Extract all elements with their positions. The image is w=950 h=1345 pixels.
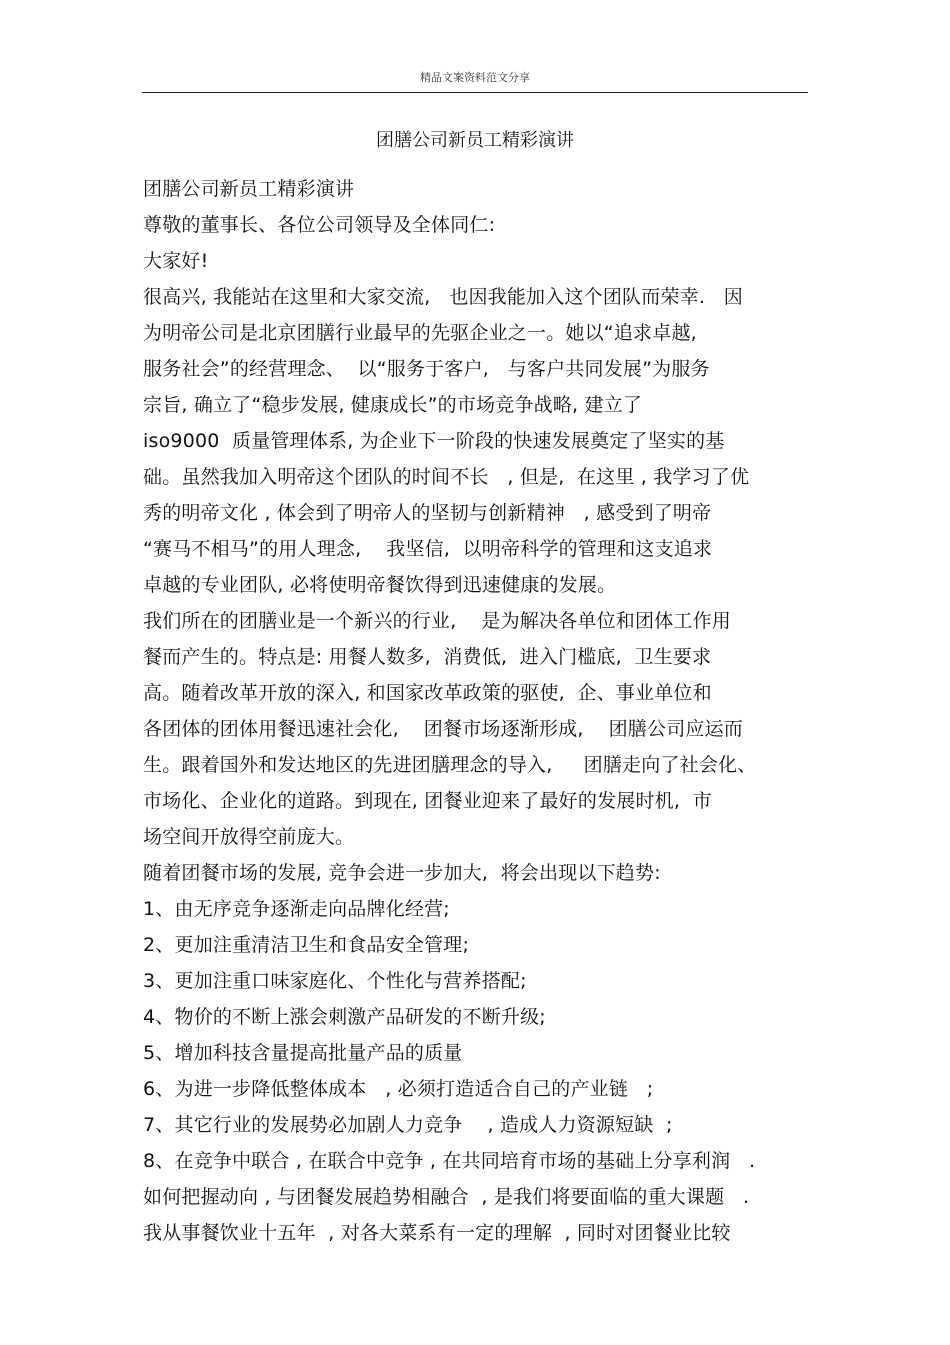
text-line: 服务社会”的经营理念、 以“服务于客户, 与客户共同发展”为服务 <box>143 358 710 380</box>
text-line: 尊敬的董事长、各位公司领导及全体同仁: <box>143 214 496 236</box>
text-line: 生。跟着国外和发达地区的先进团膳理念的导入, 团膳走向了社会化、 <box>143 754 757 776</box>
text-line: 为明帝公司是北京团膳行业最早的先驱企业之一。她以“追求卓越, <box>143 322 697 344</box>
list-item: 5、增加科技含量提高批量产品的质量 <box>143 1042 463 1064</box>
list-item: 6、为进一步降低整体成本 , 必须打造适合自己的产业链 ; <box>143 1078 654 1100</box>
text-line: 如何把握动向 , 与团餐发展趋势相融合 , 是我们将要面临的重大课题 . <box>143 1186 750 1208</box>
text-line: 秀的明帝文化 , 体会到了明帝人的坚韧与创新精神 , 感受到了明帝 <box>143 502 712 524</box>
document-title: 团膳公司新员工精彩演讲 <box>376 130 574 151</box>
list-item: 1、由无序竞争逐渐走向品牌化经营; <box>143 898 450 920</box>
text-line: 场空间开放得空前庞大。 <box>143 826 355 848</box>
text-line: 市场化、企业化的道路。到现在, 团餐业迎来了最好的发展时机, 市 <box>143 790 712 812</box>
text-line: 我从事餐饮业十五年 , 对各大菜系有一定的理解 , 同时对团餐业比较 <box>143 1222 731 1244</box>
text-line: 很高兴, 我能站在这里和大家交流, 也因我能加入这个团队而荣幸. 因 <box>143 286 743 308</box>
page-header <box>142 66 808 93</box>
list-item: 7、其它行业的发展势必加剧人力竞争 , 造成人力资源短缺 ; <box>143 1114 673 1136</box>
document-body <box>143 171 823 1251</box>
text-line: 卓越的专业团队, 必将使明帝餐饮得到迅速健康的发展。 <box>143 574 617 596</box>
text-line: 各团体的团体用餐迅速社会化, 团餐市场逐渐形成, 团膳公司应运而 <box>143 718 743 740</box>
text-line: 餐而产生的。特点是: 用餐人数多, 消费低, 进入门槛底, 卫生要求 <box>143 646 712 668</box>
list-item: 8、在竞争中联合 , 在联合中竞争 , 在共同培育市场的基础上分享利润 . <box>143 1150 756 1172</box>
text-line: 础。虽然我加入明帝这个团队的时间不长 , 但是, 在这里 , 我学习了优 <box>143 466 750 488</box>
list-item: 3、更加注重口味家庭化、个性化与营养搭配; <box>143 970 527 992</box>
text-line: 我们所在的团膳业是一个新兴的行业, 是为解决各单位和团体工作用 <box>143 610 731 632</box>
text-line: 宗旨, 确立了“稳步发展, 健康成长”的市场竞争战略, 建立了 <box>143 394 643 416</box>
text-line: 高。随着改革开放的深入, 和国家改革政策的驱使, 企、事业单位和 <box>143 682 712 704</box>
text-line: 大家好! <box>143 250 209 272</box>
list-item: 4、物价的不断上涨会刺激产品研发的不断升级; <box>143 1006 546 1028</box>
text-line: 随着团餐市场的发展, 竞争会进一步加大, 将会出现以下趋势: <box>143 862 661 884</box>
list-item: 2、更加注重清洁卫生和食品安全管理; <box>143 934 470 956</box>
header-text: 精品文案资料范文分享 <box>420 71 530 84</box>
text-line: iso9000 质量管理体系, 为企业下一阶段的快速发展奠定了坚实的基 <box>143 430 725 452</box>
text-line: “赛马不相马”的用人理念, 我坚信, 以明帝科学的管理和这支追求 <box>143 538 713 560</box>
text-line: 团膳公司新员工精彩演讲 <box>143 178 355 200</box>
